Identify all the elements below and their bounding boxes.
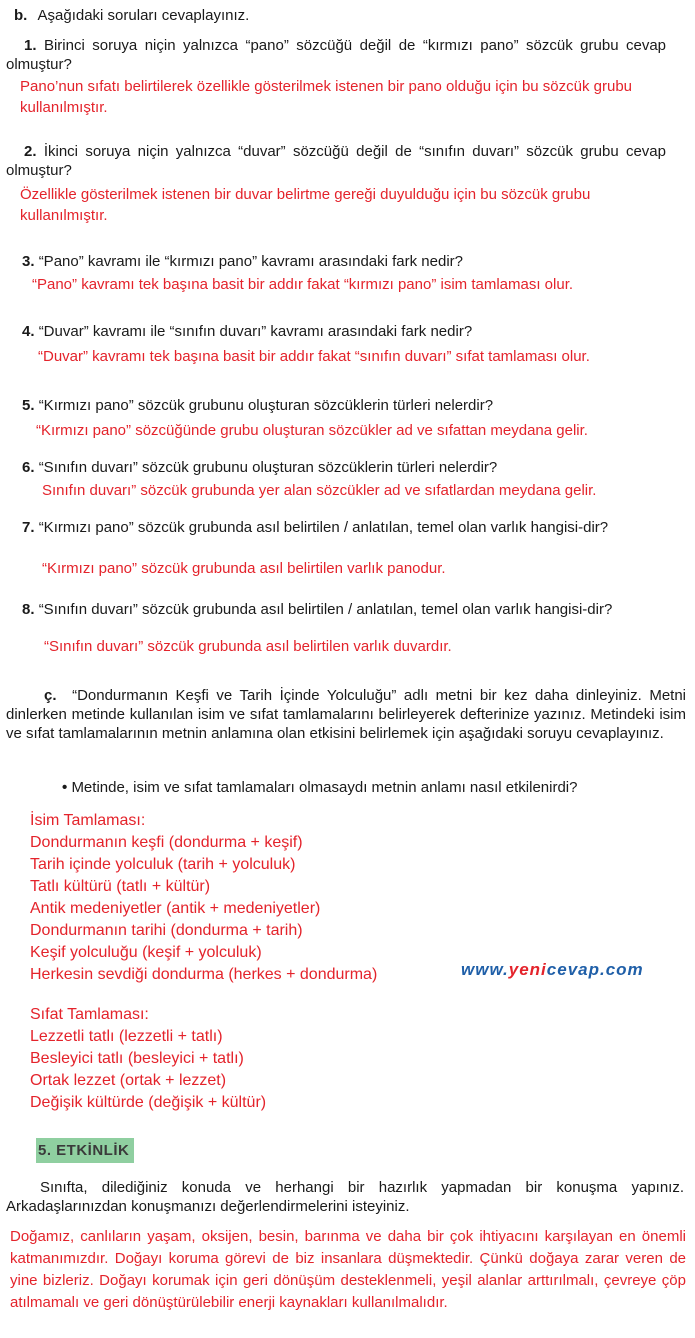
answer-2: Özellikle gösterilmek istenen bir duvar belirtme gereği duyulduğu için bu sözcük grubu kullanılmıştır. (20, 186, 591, 224)
isim-tamlamasi-block (30, 810, 377, 986)
question-number: 3. (22, 253, 35, 270)
question-number: 6. (22, 459, 35, 476)
bullet-question (62, 778, 577, 797)
question-number: 4. (22, 323, 35, 340)
list-item: Dondurmanın keşfi (dondurma + keşif) (30, 834, 303, 851)
answer-5: “Kırmızı pano” sözcüğünde grubu oluşturan sözcükler ad ve sıfattan meydana gelir. (36, 422, 588, 439)
answer-7: “Kırmızı pano” sözcük grubunda asıl belirtilen varlık panodur. (42, 560, 446, 577)
watermark-logo (461, 960, 644, 980)
question-text: “Pano” kavramı ile “kırmızı pano” kavramı arasındaki fark nedir? (38, 253, 464, 270)
section-letter: b. (14, 7, 28, 24)
section-b-heading (14, 6, 249, 25)
logo-part: cevap.com (546, 960, 644, 979)
section-title: Aşağıdaki soruları cevaplayınız. (37, 7, 250, 24)
activity-instruction: Sınıfta, dilediğiniz konuda ve herhangi bir hazırlık yapmadan bir konuşma yapınız. Arkadaşlarınızdan konuşmanızı değerlendirmelerini isteyiniz. (6, 1179, 684, 1215)
section-c-intro (6, 686, 686, 743)
question-text: İkinci soruya niçin yalnızca “duvar” sözcüğü değil de “sınıfın duvarı” sözcük grubu cevap olmuştur? (6, 143, 666, 179)
answer-3: “Pano” kavramı tek başına basit bir addır fakat “kırmızı pano” isim tamlaması olur. (32, 276, 574, 293)
list-item: Lezzetli tatlı (lezzetli + tatlı) (30, 1028, 223, 1045)
activity-answer: Doğamız, canlıların yaşam, oksijen, besin, barınma ve daha bir çok ihtiyacını karşılayan en önemli katmanımızdır. Doğayı koruma görevi de biz insanlara düşmektedir. Çünkü doğaya zarar veren de yine bizleriz. Doğayı korumak için geri dönüşüm desteklenmeli, yeşil alanlar arttırılmalı, çevreye çöp atılmamalı ve geri dönüştürülebilir enerji kaynakları kullanılmalıdır. (10, 1228, 686, 1311)
intro-text: “Dondurmanın Keşfi ve Tarih İçinde Yolculuğu” adlı metni bir kez daha dinleyiniz. Metni dinlerken metinde kullanılan isim ve sıfat tamlamalarını belirleyerek defterinize yazınız. Metindeki isim ve sıfat tamlamalarının metnin anlamına olan etkisini belirlemek için aşağıdaki soruyu cevaplayınız. (6, 687, 687, 742)
bullet-icon: • (62, 779, 68, 796)
list-item: Dondurmanın tarihi (dondurma + tarih) (30, 922, 303, 939)
question-1 (6, 36, 666, 74)
question-text: Birinci soruya niçin yalnızca “pano” sözcüğü değil de “kırmızı pano” sözcük grubu cevap olmuştur? (6, 37, 667, 73)
section-letter: ç. (44, 687, 57, 704)
question-2 (6, 142, 666, 180)
list-item: Besleyici tatlı (besleyici + tatlı) (30, 1050, 244, 1067)
question-text: “Kırmızı pano” sözcük grubunda asıl belirtilen / anlatılan, temel olan varlık hangisi-dir? (38, 519, 609, 536)
activity-tag: 5. ETKİNLİK (36, 1138, 134, 1163)
list-item: Değişik kültürde (değişik + kültür) (30, 1094, 267, 1111)
sifat-title: Sıfat Tamlaması: (30, 1006, 149, 1023)
answer-8: “Sınıfın duvarı” sözcük grubunda asıl belirtilen varlık duvardır. (44, 638, 452, 655)
question-4 (22, 322, 472, 341)
answer-1: Pano’nun sıfatı belirtilerek özellikle gösterilmek istenen bir pano olduğu için bu sözcük grubu kullanılmıştır. (20, 78, 633, 116)
question-number: 7. (22, 519, 35, 536)
question-text: “Duvar” kavramı ile “sınıfın duvarı” kavramı arasındaki fark nedir? (38, 323, 473, 340)
question-number: 1. (24, 37, 37, 54)
isim-list (30, 832, 377, 986)
list-item: Herkesin sevdiği dondurma (herkes + dondurma) (30, 966, 378, 983)
list-item: Antik medeniyetler (antik + medeniyetler) (30, 900, 321, 917)
question-text: “Sınıfın duvarı” sözcük grubunda asıl belirtilen / anlatılan, temel olan varlık hangisi-dir? (38, 601, 613, 618)
question-8 (6, 600, 666, 619)
question-text: “Sınıfın duvarı” sözcük grubunu oluşturan sözcüklerin türleri nelerdir? (38, 459, 498, 476)
question-number: 2. (24, 143, 37, 160)
answer-6: Sınıfın duvarı” sözcük grubunda yer alan sözcükler ad ve sıfatlardan meydana gelir. (42, 482, 597, 499)
isim-title: İsim Tamlaması: (30, 812, 146, 829)
question-7 (6, 518, 666, 537)
question-text: “Kırmızı pano” sözcük grubunu oluşturan sözcüklerin türleri nelerdir? (38, 397, 494, 414)
list-item: Tatlı kültürü (tatlı + kültür) (30, 878, 211, 895)
question-3 (22, 252, 463, 271)
question-5 (22, 396, 493, 415)
question-number: 5. (22, 397, 35, 414)
list-item: Ortak lezzet (ortak + lezzet) (30, 1072, 227, 1089)
question-text: Metinde, isim ve sıfat tamlamaları olmasaydı metnin anlamı nasıl etkilenirdi? (71, 779, 578, 796)
question-6 (22, 458, 497, 477)
question-number: 8. (22, 601, 35, 618)
sifat-list (30, 1026, 266, 1114)
logo-part: www. (461, 960, 509, 979)
logo-part-accent: yeni (508, 960, 547, 979)
list-item: Tarih içinde yolculuk (tarih + yolculuk) (30, 856, 296, 873)
answer-4: “Duvar” kavramı tek başına basit bir addır fakat “sınıfın duvarı” sıfat tamlaması olur. (38, 348, 590, 365)
list-item: Keşif yolculuğu (keşif + yolculuk) (30, 944, 262, 961)
sifat-tamlamasi-block (30, 1004, 266, 1114)
